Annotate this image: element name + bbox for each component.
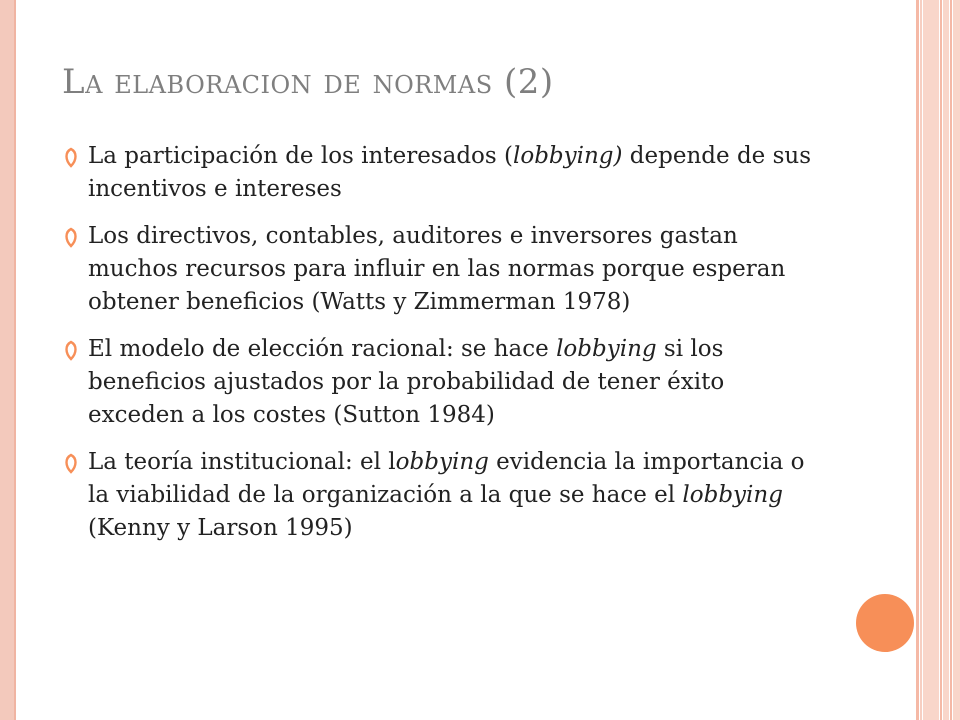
bullet-item [62, 446, 822, 545]
left-border-line [14, 0, 16, 720]
right-stripes [916, 0, 960, 720]
left-border [0, 0, 14, 720]
bullet-text: El modelo de elección racional: se hace lobbying si los beneficios ajustados por la probabilidad de tener éxito exceden a los costes (Sutton 1984) [88, 336, 725, 428]
bullet-text: La participación de los interesados (lobbying) depende de sus incentivos e intereses [88, 143, 812, 202]
decorative-circle [856, 594, 914, 652]
loop-bullet-icon [62, 146, 80, 168]
stripe [923, 0, 939, 720]
stripe [950, 0, 952, 720]
stripe [916, 0, 919, 720]
stripe [943, 0, 949, 720]
bullet-list [62, 140, 822, 559]
stripe [920, 0, 922, 720]
loop-bullet-icon [62, 452, 80, 474]
stripe [953, 0, 960, 720]
bullet-text: Los directivos, contables, auditores e inversores gastan muchos recursos para influir en las normas porque esperan obtener beneficios (Watts y Zimmerman 1978) [88, 223, 786, 315]
loop-bullet-icon [62, 226, 80, 248]
loop-bullet-icon [62, 339, 80, 361]
bullet-item [62, 140, 822, 206]
slide-title: La elaboracion de normas (2) [62, 62, 554, 102]
bullet-item [62, 220, 822, 319]
bullet-text: La teoría institucional: el lobbying evidencia la importancia o la viabilidad de la organización a la que se hace el lobbying (Kenny y Larson 1995) [88, 449, 805, 541]
bullet-item [62, 333, 822, 432]
stripe [940, 0, 942, 720]
